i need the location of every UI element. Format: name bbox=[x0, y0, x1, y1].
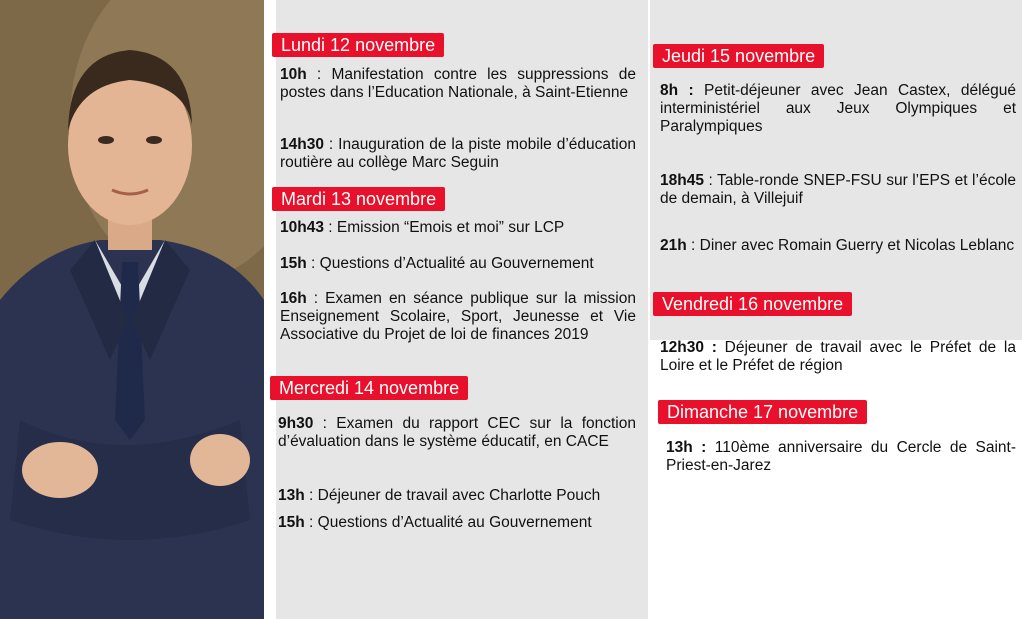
event-thursday-1 bbox=[660, 82, 1016, 136]
event-text: Table-ronde SNEP-FSU sur l’EPS et l’école de demain, à Villejuif bbox=[660, 172, 1016, 207]
day-label-monday: Lundi 12 novembre bbox=[272, 33, 444, 57]
event-time: 21h bbox=[660, 237, 687, 254]
event-time: 14h30 bbox=[280, 136, 324, 153]
day-label-tuesday: Mardi 13 novembre bbox=[272, 187, 445, 211]
day-label-sunday: Dimanche 17 novembre bbox=[658, 400, 867, 424]
event-time: 10h43 bbox=[280, 219, 324, 236]
event-monday-1: 10h : Manifestation contre les suppressions de postes dans l’Education Nationale, à Saint-Etienne bbox=[280, 66, 636, 101]
event-text: Examen en séance publique sur la mission Enseignement Scolaire, Sport, Jeunesse et Vie Associative du Projet de loi de finances 2019 bbox=[280, 290, 636, 343]
event-time: 10h bbox=[280, 66, 307, 83]
event-text: Questions d’Actualité au Gouvernement bbox=[317, 514, 592, 531]
event-time: 9h30 bbox=[278, 415, 314, 432]
event-wednesday-3: 15h : Questions d’Actualité au Gouvernement bbox=[278, 514, 592, 531]
portrait-photo bbox=[0, 0, 264, 619]
event-thursday-2: 18h45 : Table-ronde SNEP-FSU sur l’EPS et l’école de demain, à Villejuif bbox=[660, 172, 1016, 207]
event-friday-1 bbox=[660, 339, 1016, 375]
event-time: 15h bbox=[280, 255, 307, 272]
event-text: Diner avec Romain Guerry et Nicolas Leblanc bbox=[699, 237, 1015, 254]
event-wednesday-2: 13h : Déjeuner de travail avec Charlotte Pouch bbox=[278, 487, 601, 504]
event-time: 8h : bbox=[660, 82, 694, 99]
event-time: 15h bbox=[278, 514, 305, 531]
event-text: Emission “Emois et moi” sur LCP bbox=[336, 219, 565, 236]
event-text: 110ème anniversaire du Cercle de Saint-Priest-en-Jarez bbox=[666, 439, 1016, 474]
event-text: Manifestation contre les suppressions de postes dans l’Education Nationale, à Saint-Etienne bbox=[280, 66, 636, 101]
event-text: Petit-déjeuner avec Jean Castex, délégué interministériel aux Jeux Olympiques et Paralympiques bbox=[660, 82, 1017, 135]
event-tuesday-1: 10h43 : Emission “Emois et moi” sur LCP bbox=[280, 219, 565, 236]
event-monday-2: 14h30 : Inauguration de la piste mobile d’éducation routière au collège Marc Seguin bbox=[280, 136, 636, 171]
event-time: 18h45 bbox=[660, 172, 704, 189]
event-text: Déjeuner de travail avec Charlotte Pouch bbox=[317, 487, 601, 504]
event-thursday-3: 21h : Diner avec Romain Guerry et Nicolas Leblanc bbox=[660, 237, 1015, 254]
event-time: 16h bbox=[280, 290, 307, 307]
event-time: 12h30 : bbox=[660, 339, 717, 356]
event-text: Déjeuner de travail avec le Préfet de la Loire et le Préfet de région bbox=[660, 339, 1016, 374]
event-text: Questions d’Actualité au Gouvernement bbox=[319, 255, 594, 272]
event-text: Inauguration de la piste mobile d’éducation routière au collège Marc Seguin bbox=[280, 136, 636, 171]
portrait-illustration bbox=[0, 0, 264, 619]
day-label-friday: Vendredi 16 novembre bbox=[653, 292, 852, 316]
event-time: 13h : bbox=[666, 439, 707, 456]
event-tuesday-3: 16h : Examen en séance publique sur la mission Enseignement Scolaire, Sport, Jeunesse et Vie Associative du Projet de loi de finances 2019 bbox=[280, 290, 636, 343]
event-tuesday-2: 15h : Questions d’Actualité au Gouvernement bbox=[280, 255, 594, 272]
event-time: 13h bbox=[278, 487, 305, 504]
event-sunday-1 bbox=[666, 439, 1016, 475]
day-label-wednesday: Mercredi 14 novembre bbox=[270, 376, 468, 400]
event-text: Examen du rapport CEC sur la fonction d’évaluation dans le système éducatif, en CACE bbox=[278, 415, 636, 450]
event-wednesday-1: 9h30 : Examen du rapport CEC sur la fonction d’évaluation dans le système éducatif, en CACE bbox=[278, 415, 636, 450]
day-label-thursday: Jeudi 15 novembre bbox=[653, 44, 824, 68]
